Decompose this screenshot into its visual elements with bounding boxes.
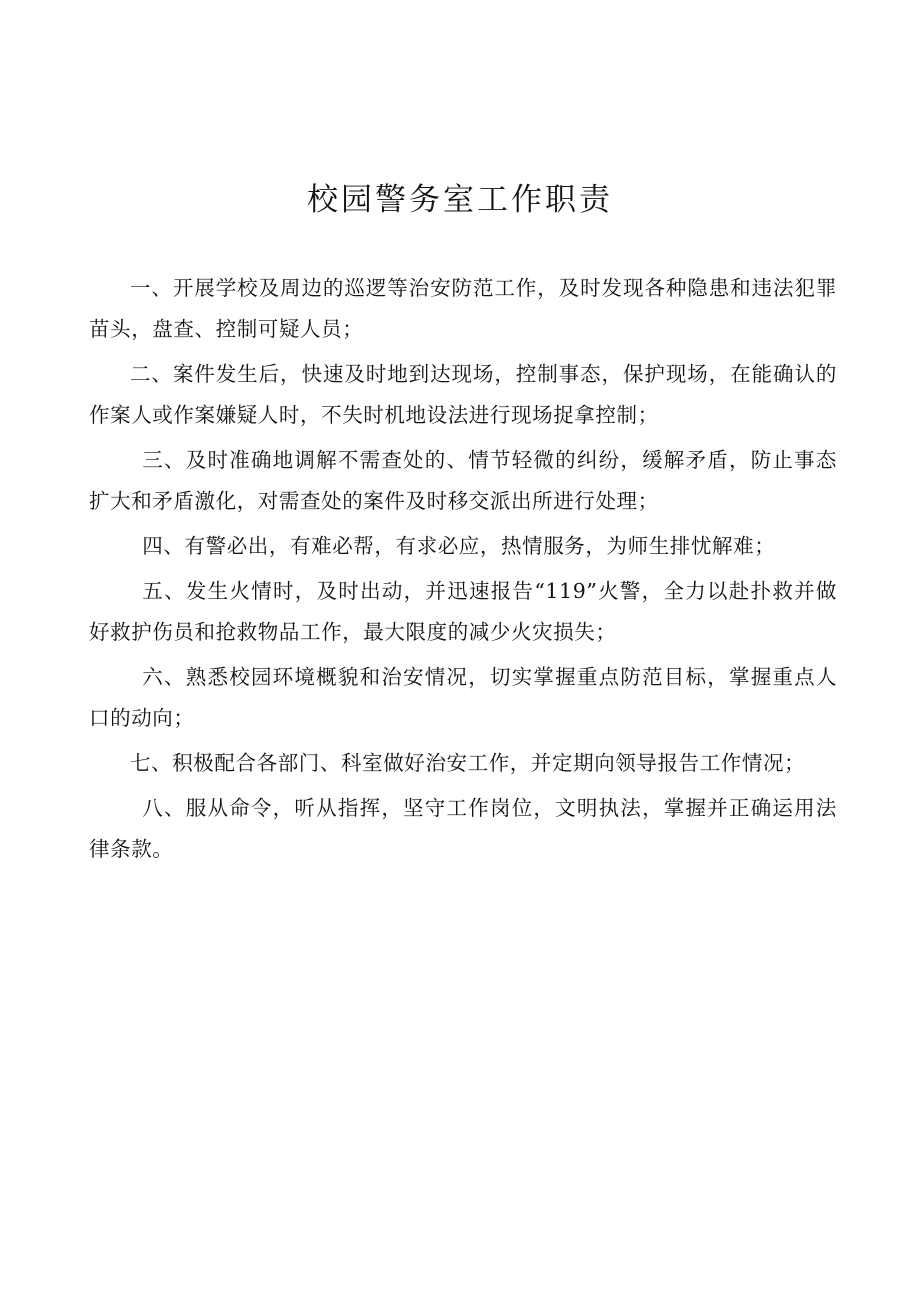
duty-item-7: 七、积极配合各部门、科室做好治安工作，并定期向领导报告工作情况；	[130, 751, 806, 775]
duty-item-8: 八、服从命令，听从指挥，坚守工作岗位，文明执法，掌握并正确运用法律条款。	[89, 796, 837, 861]
duty-item-1: 一、开展学校及周边的巡逻等治安防范工作，及时发现各种隐患和违法犯罪苗头，盘查、控制可疑人员；	[89, 276, 837, 341]
document-body	[89, 268, 837, 874]
duty-item-5: 五、发生火情时，及时出动，并迅速报告“119”火警，全力以赴扑救并做好救护伤员和抢救物品工作，最大限度的减少火灾损失；	[89, 579, 837, 644]
duty-item-6: 六、熟悉校园环境概貌和治安情况，切实掌握重点防范目标，掌握重点人口的动向；	[89, 665, 837, 730]
document-title: 校园警务室工作职责	[307, 182, 613, 218]
duty-item-2: 二、案件发生后，快速及时地到达现场，控制事态，保护现场，在能确认的作案人或作案嫌疑人时，不失时机地设法进行现场捉拿控制；	[89, 362, 837, 427]
duty-item-3: 三、及时准确地调解不需查处的、情节轻微的纠纷，缓解矛盾，防止事态扩大和矛盾激化，对需查处的案件及时移交派出所进行处理；	[89, 448, 837, 513]
duty-item-4: 四、有警必出，有难必帮，有求必应，热情服务，为师生排忧解难；	[142, 534, 776, 558]
